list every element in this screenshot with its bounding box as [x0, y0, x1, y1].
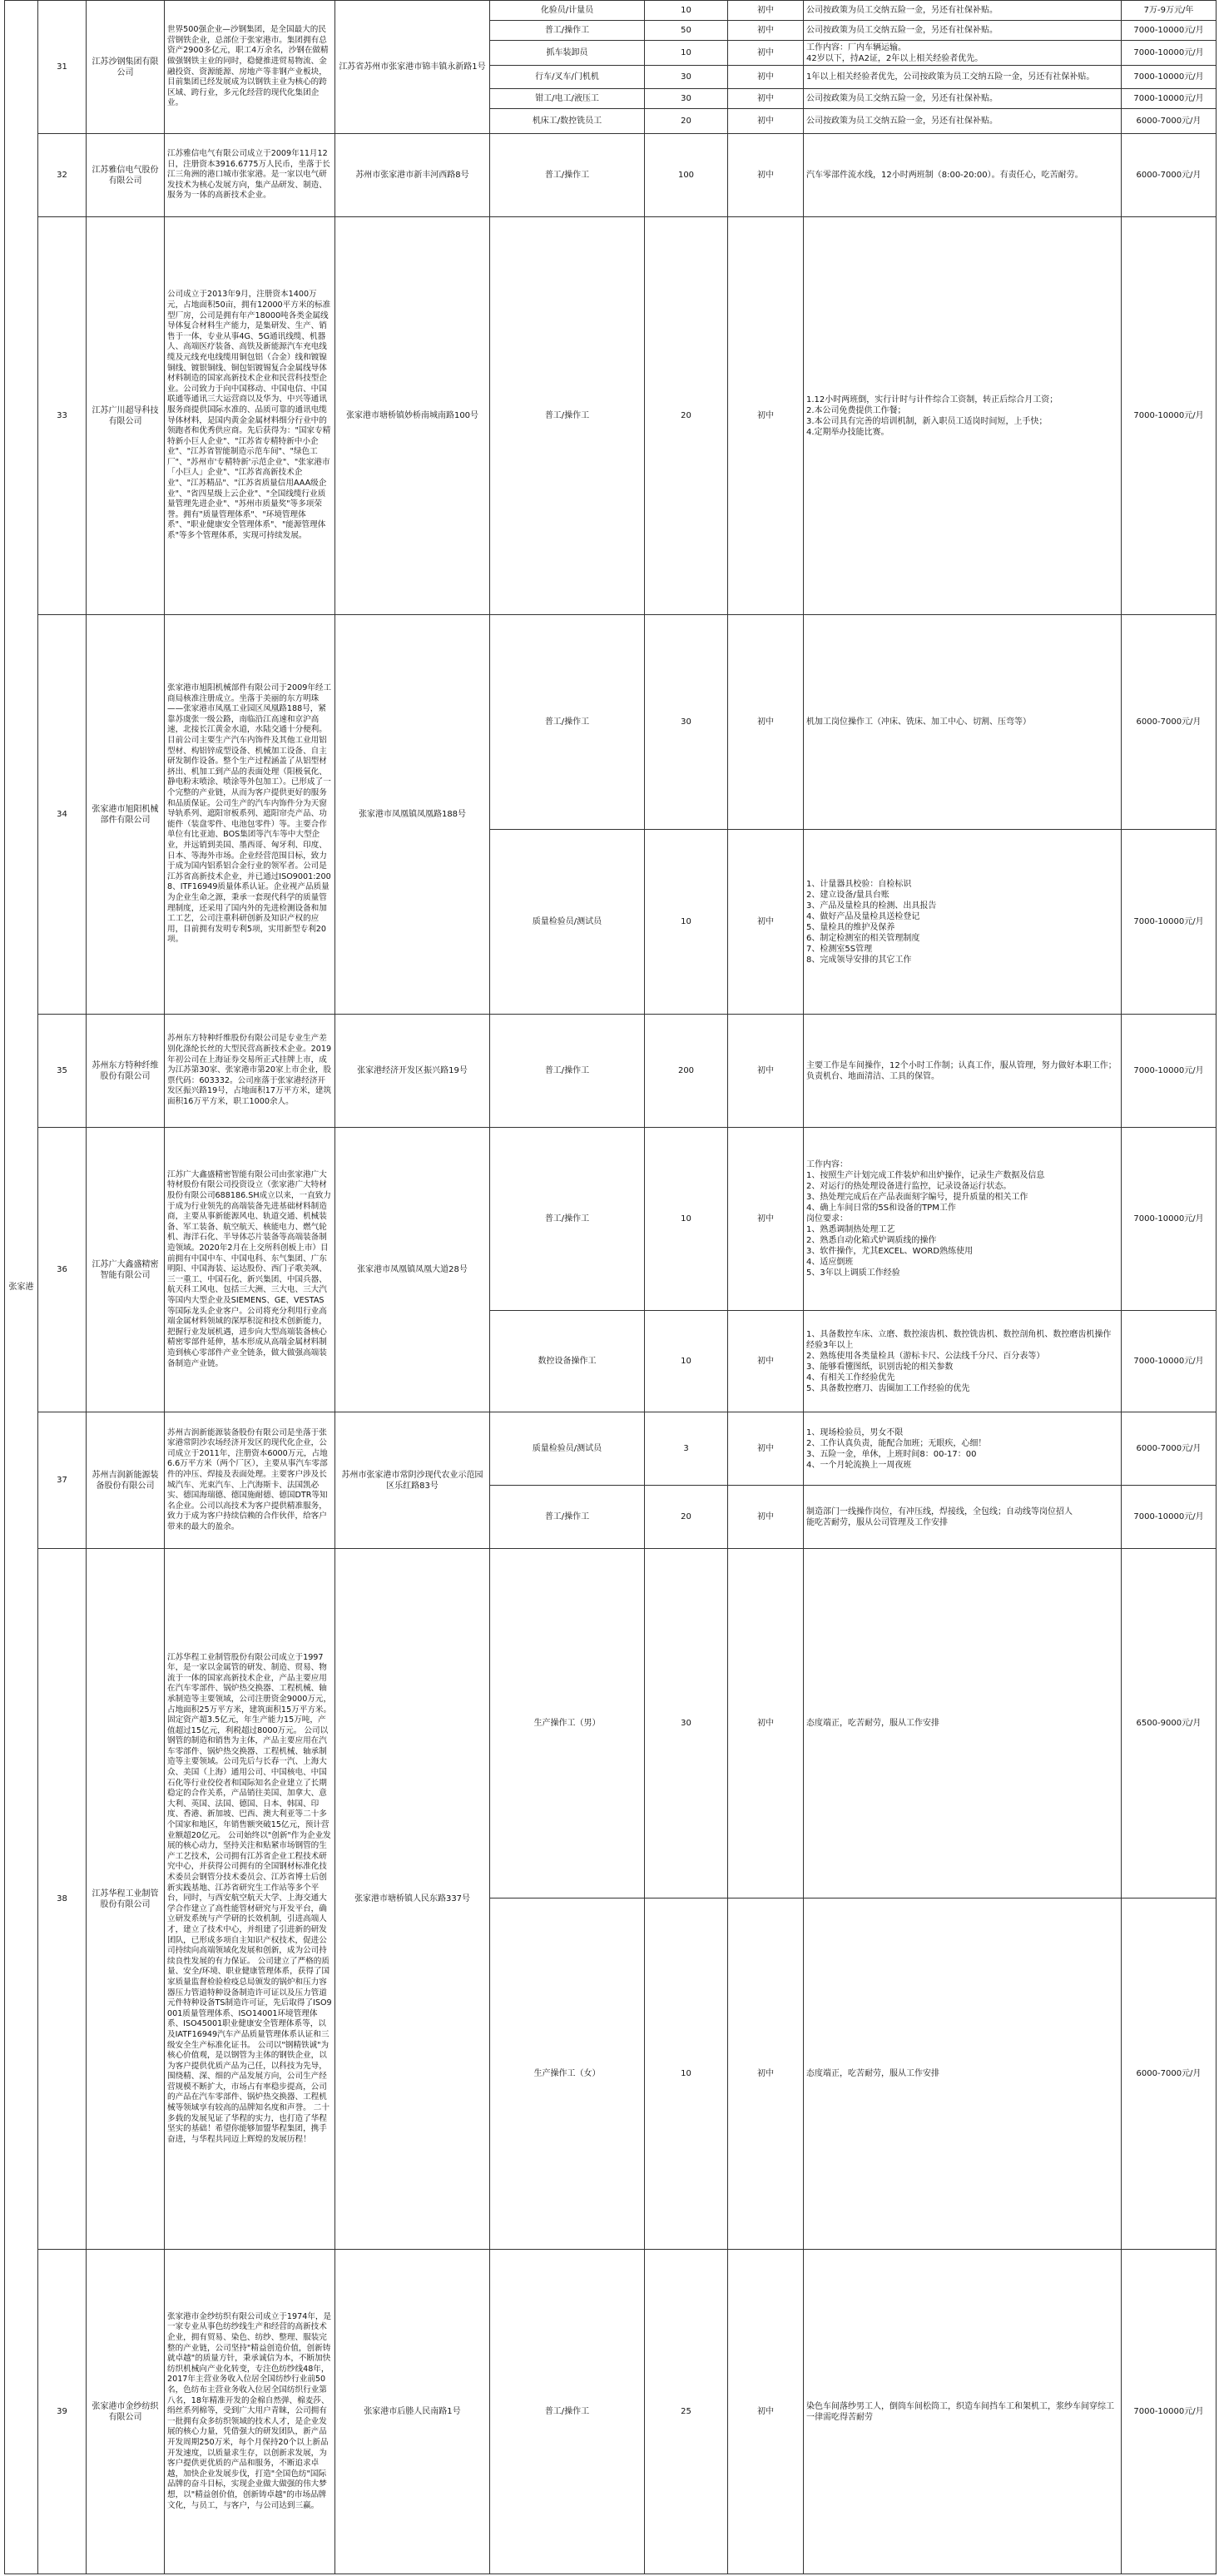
job-salary: 7000-10000元/月	[1122, 1311, 1217, 1412]
job-position: 普工/操作工	[490, 2250, 645, 2574]
job-position: 行车/叉车/门机机	[490, 66, 645, 89]
job-requirements: 1、具备数控车床、立磨、数控滚齿机、数控铣齿机、数控剖角机、数控磨齿机操作经验3年以上 2、熟练使用各类量检具（游标卡尺、公法线千分尺、百分表等） 3、能够看懂图纸，识别齿轮的相关参数 4、有相关工作经验优先 5、具备数控磨刀、齿圈加工工作经验的优先	[804, 1311, 1122, 1412]
region-cell: 张家港	[5, 1, 38, 2574]
job-education: 初中	[728, 89, 804, 109]
company-number: 31	[38, 1, 87, 134]
job-position: 普工/操作工	[490, 1486, 645, 1549]
job-education: 初中	[728, 1549, 804, 1898]
job-education: 初中	[728, 1486, 804, 1549]
job-education: 初中	[728, 2250, 804, 2574]
job-education: 初中	[728, 1412, 804, 1486]
company-intro: 世界500强企业—沙钢集团，是全国最大的民营钢铁企业，总部位于张家港市。集团拥有总资产2900多亿元，职工4万余名，沙钢在做精做强钢铁主业的同时，稳健推进贸易物流、金融投资、资源能源、房地产等非钢产业板块，目前集团已经发展成为以钢铁主业为核心的跨区域、跨行业，多元化经营的现代化集团企业。	[165, 1, 335, 134]
job-salary: 7000-10000元/月	[1122, 830, 1217, 1015]
job-salary: 6000-7000元/月	[1122, 134, 1217, 217]
job-count: 10	[645, 41, 728, 66]
table-row	[5, 1128, 1217, 1311]
company-name: 江苏雅信电气股份有限公司	[87, 134, 165, 217]
job-requirements: 公司按政策为员工交纳五险一金，另还有社保补贴。	[804, 89, 1122, 109]
company-intro: 张家港市旭阳机械部件有限公司于2009年经工商局核准注册成立。坐落于美丽的东方明珠——张家港市凤凰工业园区凤凰路188号，紧靠苏虞张一级公路，南临沿江高速和京沪高速，北接长江黄金水道，水陆交通十分便利。目前公司主要生产汽车内饰件及其他工业用铝型材、构铝锌成型设备、机械加工设备、自主研发制作设备。整个生产过程涵盖了从铝型材挤出、机加工到产品的表面处理（阳极氧化、静电粉末喷涂、喷涂等外包加工）。已形成了一个完整的产业链，从而为客户提供更好的服务和品质保证。公司生产的汽车内饰件分为天窗导轨系列、遮阳帘板系列、遮阳帘壳产品、功能件（装盘零件、电池包零件）等。主要合作单位有比亚迪、BOS集团等汽车等中大型企业，并远销到美国、墨西哥、匈牙利、印度、日本、等海外市场。企业经营范围目标，致力于成为国内铝系铝合金行业的领军者。公司是江苏省高新技术企业，并已通过ISO9001:2008、ITF16949质量体系认证。企业视产品质量为企业生命之源，秉承一套现代科学的质量管理制度，还采用了国内外的先进检测设备和加工工艺，公司注重科研创新及知识产权的应用，目前拥有发明专利5项，实用新型专利20项。	[165, 615, 335, 1015]
job-education: 初中	[728, 1128, 804, 1311]
company-intro: 江苏华程工业制管股份有限公司成立于1997年，是一家以金属管的研发、制造、贸易、物流于一体的国家高新技术企业，产品主要应用在汽车零部件、锅炉热交换器、工程机械、轴承制造等主要领域，公司注册资金9000万元，占地面积25万平方米，建筑面积15万平方米。固定资产超3.5亿元，年生产能力15万吨，产值超过15亿元，利税超过8000万元。 公司以钢管的制造和销售为主体，产品主要应用在汽车零部件、锅炉热交换器、工程机械、轴承制造等主要领域。公司先后与长春一汽、上海大众、美国（上海）通用公司、中国核电、中国石化等行业佼佼者和国际知名企业建立了长期稳定的合作关系，产品销往美国、加拿大、意大利、英国、法国、德国、日本、韩国、印度、香港、新加坡、巴西、澳大利亚等二十多个国家和地区，年销售额突破15亿元，预计营业额超20亿元。 公司始终以"创新"作为企业发展的核心动力，坚持关注和贴紧市场钢管的生产工艺技术，公司拥有江苏省企业工程技术研究中心，并获得公司拥有的全国钢材标准化技术委员会钢管分技术委员会、江苏省博士后创新实践基地、江苏省研究生工作站等多个平台，同时，与西安航空航天大学、上海交通大学合作建立了高性能管材研究与开发平台，确立研发系统与产学研的长效机制，引进高端人才，建立了技术中心，并组建了引进新的研发团队，已形成多项自主知识产权技术，促进公司持续向高端领域化发展和创新，成为公司持续良性发展的有力保证。 公司建立了严格的质量、安全/环境、职业健康管理体系，获得了国家质量监督检验检疫总局颁发的锅炉和压力容器压力管道特种设备制造许可证以及压力管道元件特种设备TS制造许可证，先后取得了ISO9001质量管理体系、ISO14001环境管理体系、ISO45001职业健康安全管理体系等，以及IATF16949汽车产品质量管理体系认证和三级安全生产标准化证书。 公司以"钢精铁诚"为核心价值观，是以钢管为主体的钢铁企业，以为客户提供优质产品为己任，以科技为先导，围绕精、深、细的产品发展方向，公司生产经营规模不断扩大，市场占有率稳步提高，公司的产品在汽车零部件、锅炉热交换器、工程机械等领域享有较高的品牌知名度和声誉。 二十多载的发展见证了华程的实力，也打造了华程坚实的基础！希望你能够加盟华程集团，携手奋进，与华程共同迈上辉煌的发展历程！	[165, 1549, 335, 2250]
company-intro: 苏州东方特种纤维股份有限公司是专业生产差别化涤纶长丝的大型民营高新技术企业。2019年初公司在上海证券交易所正式挂牌上市，成为江苏第30家、张家港市第20家上市企业，股票代码：603332。公司座落于张家港经济开发区振兴路19号，占地面积17万平方米，建筑面积16万平方米，职工1000余人。	[165, 1015, 335, 1128]
job-education: 初中	[728, 1, 804, 21]
company-address: 苏州市张家港市常阴沙现代农业示范园区乐红路83号	[335, 1412, 490, 1549]
job-position: 机床工/数控铣员工	[490, 109, 645, 134]
job-position: 普工/操作工	[490, 615, 645, 830]
table-row	[5, 1, 1217, 21]
job-requirements: 1、计量器具校验：自检标识 2、建立设备/量具台账 3、产品及量检具的检测、出具报告 4、做好产品及量检具送检登记 5、量检具的维护及保养 6、制定检测室的相关管理制度 7、检测室5S管理 8、完成领导安排的其它工作	[804, 830, 1122, 1015]
table-row	[5, 1015, 1217, 1128]
job-requirements: 1.12小时两班倒，实行计时与计件综合工资制，转正后综合月工资； 2.本公司免费提供工作餐； 3.本公司具有完善的培训机制，新入职员工适岗时间短，上手快； 4.定期举办技能比赛。	[804, 217, 1122, 615]
job-requirements: 工作内容：厂内车辆运输。 42岁以下，持A2证，2年以上相关经验者优先。	[804, 41, 1122, 66]
table-row	[5, 217, 1217, 615]
job-salary: 7000-10000元/月	[1122, 1015, 1217, 1128]
company-number: 38	[38, 1549, 87, 2250]
company-name: 苏州吉润新能源装备股份有限公司	[87, 1412, 165, 1549]
job-requirements: 1年以上相关经验者优先，公司按政策为员工交纳五险一金，另还有社保补贴。	[804, 66, 1122, 89]
company-name: 江苏广川超导科技有限公司	[87, 217, 165, 615]
job-count: 50	[645, 21, 728, 41]
job-position: 普工/操作工	[490, 1015, 645, 1128]
job-salary: 7000-10000元/月	[1122, 66, 1217, 89]
job-listing-sheet	[4, 0, 1216, 2576]
company-number: 37	[38, 1412, 87, 1549]
company-name: 张家港市旭阳机械部件有限公司	[87, 615, 165, 1015]
job-education: 初中	[728, 1015, 804, 1128]
job-requirements: 主要工作是车间操作，12个小时工作制；认真工作，服从管理，努力做好本职工作；负责机台、地面清洁、工具的保管。	[804, 1015, 1122, 1128]
company-intro: 江苏雅信电气有限公司成立于2009年11月12日，注册资本3916.6775万人民币，坐落于长江三角洲的港口城市张家港。是一家以电气研发技术为核心发展方向，集产品研发、制造、服务为一体的高新技术企业。	[165, 134, 335, 217]
job-salary: 6000-7000元/月	[1122, 109, 1217, 134]
company-number: 32	[38, 134, 87, 217]
company-address: 张家港市塘桥镇妙桥南城南路100号	[335, 217, 490, 615]
company-intro: 张家港市金纱纺织有限公司成立于1974年，是一家专业从事色纺纱线生产和经营的高新技术企业，拥有贸易、染色、纺纱、整理、服装完整的产业链，公司坚持"精益创造价值，创新铸就卓越"的质量方针，秉承诚信为本，不断加快纺织机械向产业化转变，专注色纺纱线48年，2017年主营业务收入位居全国纺纱行业前50名，色纺布主营业务收入位居全国纺织行业第八名，18年精准开发的金棉自然弹、棉麦莎、绢丝系列棉等，受到广大用户青睐，公司拥有一批拥有众多纺织领域的技术人才，是企业发展的核心力量，凭借强大的研发团队，新产品开发周期250万米，每个月保持20个以上新品开发速度，以质量求生存，以创新求发展，为客户提供更优质的产品和服务，不断追求卓越，加快企业发展步伐，打造"全国色纺"国际品牌的奋斗目标，实现企业做大做强的伟大梦想，以"精益创价值，创新铸卓越"的市场品牌文化，与员工，与客户，与公司达到三赢。	[165, 2250, 335, 2574]
company-address: 苏州市张家港市新丰河西路8号	[335, 134, 490, 217]
job-salary: 6000-7000元/月	[1122, 615, 1217, 830]
job-education: 初中	[728, 1898, 804, 2250]
job-count: 20	[645, 217, 728, 615]
job-count: 3	[645, 1412, 728, 1486]
job-salary: 7000-10000元/月	[1122, 2250, 1217, 2574]
company-name: 苏州东方特种纤维股份有限公司	[87, 1015, 165, 1128]
job-requirements: 1、现场检验员，男女不限 2、工作认真负责，能配合加班；无眼疾，心细！ 3、五险一金，单休，上班时间8：00-17：00 4、一个月轮流换上一周夜班	[804, 1412, 1122, 1486]
company-number: 35	[38, 1015, 87, 1128]
company-number: 33	[38, 217, 87, 615]
job-count: 10	[645, 1311, 728, 1412]
job-education: 初中	[728, 217, 804, 615]
job-count: 20	[645, 1486, 728, 1549]
job-count: 20	[645, 109, 728, 134]
company-address: 张家港市后塍人民南路1号	[335, 2250, 490, 2574]
table-row	[5, 1549, 1217, 1898]
job-salary: 7000-10000元/月	[1122, 1128, 1217, 1311]
job-position: 普工/操作工	[490, 217, 645, 615]
job-salary: 6000-7000元/月	[1122, 1898, 1217, 2250]
company-name: 江苏沙钢集团有限公司	[87, 1, 165, 134]
job-requirements: 公司按政策为员工交纳五险一金，另还有社保补贴。	[804, 21, 1122, 41]
job-count: 10	[645, 1128, 728, 1311]
job-count: 10	[645, 1, 728, 21]
job-salary: 6000-7000元/月	[1122, 1412, 1217, 1486]
job-requirements: 汽车零部件流水线，12小时两班制（8:00-20:00）。有责任心，吃苦耐劳。	[804, 134, 1122, 217]
job-education: 初中	[728, 830, 804, 1015]
job-position: 钳工/电工/液压工	[490, 89, 645, 109]
job-education: 初中	[728, 21, 804, 41]
job-position: 生产操作工（男）	[490, 1549, 645, 1898]
job-position: 普工/操作工	[490, 134, 645, 217]
job-count: 30	[645, 1549, 728, 1898]
job-salary: 7000-10000元/月	[1122, 21, 1217, 41]
job-education: 初中	[728, 66, 804, 89]
table-row	[5, 615, 1217, 830]
job-salary: 7万-9万元/年	[1122, 1, 1217, 21]
job-education: 初中	[728, 615, 804, 830]
job-position: 化验员/计量员	[490, 1, 645, 21]
job-position: 质量检验员/测试员	[490, 1412, 645, 1486]
table-row	[5, 2250, 1217, 2574]
job-count: 100	[645, 134, 728, 217]
job-salary: 6500-9000元/月	[1122, 1549, 1217, 1898]
job-salary: 7000-10000元/月	[1122, 41, 1217, 66]
company-address: 江苏省苏州市张家港市锦丰镇永新路1号	[335, 1, 490, 134]
job-position: 质量检验员/测试员	[490, 830, 645, 1015]
job-count: 30	[645, 66, 728, 89]
company-intro: 江苏广大鑫盛精密智能有限公司由张家港广大特材股份有限公司投资设立（张家港广大特材股份有限公司688186.SH成立以来，一直致力于成为行业领先的高端装备先进基础材料制造商，主要从事新能源风电、轨道交通、机械装备、军工装备、航空航天、核能电力、燃气轮机、海洋石化、半导体芯片装备等高端装备制造领域。2020年2月在上交所科创板上市）目前拥有中国中车、中国电科、东气集团、广东明阳、中国海装、运达股份、西门子歌美飒、三一重工、中国石化、新兴集团、中国兵器、航天科工风电、包括三大洲、三大电、三大汽等国内大型企业及SIEMENS、GE、VESTAS等国际龙头企业客户。公司将充分利用行业高端金属材料领域的深厚积淀和技术创新能力，把握行业发展机遇，进步向大型高端装备核心精密零部件延伸，基本形成从高端金属材料制造到核心零部件产业全链条，做大做强高端装备制造产业链。	[165, 1128, 335, 1412]
company-name: 江苏广大鑫盛精密智能有限公司	[87, 1128, 165, 1412]
job-requirements: 公司按政策为员工交纳五险一金，另还有社保补贴。	[804, 1, 1122, 21]
company-address: 张家港市凤凰镇凤凰大道28号	[335, 1128, 490, 1412]
job-education: 初中	[728, 41, 804, 66]
company-intro: 公司成立于2013年9月，注册资本1400万元，占地面积50亩，拥有12000平方米的标准型厂房，公司是拥有年产18000吨各类金属线导体复合材料生产能力，是集研发、生产、销售于一体，专业从事4G、5G通讯线缆、机器人、高端医疗装备、高铁及新能源汽车充电线缆及元线充电线缆用铜包铝（合金）线和镀镍铜线、镀银铜线、铜包铝镀锡复合金属线导体材料制造的国家高新技术企业和民营科技型企业。公司致力于向中国移动、中国电信、中国联通等通讯三大运营商以及华为、中兴等通讯服务商提供国际水准的、品质可靠的通讯电缆导体材料，是国内黄金金属材料细分行业中的领跑者和优秀供应商。先后获得为："国家专精特新小巨人企业"、"江苏省专精特新中小企业"、"江苏省智能制造示范车间"、"绿色工厂"、"苏州市'专精特新'示范企业"、"张家港市「小巨人」企业"、"江苏省高新技术企业"、"江苏精品"、"江苏省质量信用AAA级企业"、"省四星级上云企业"、"全国线缆行业质量管理先进企业"、"苏州市质量奖"等多项荣誉。拥有"质量管理体系"、"环境管理体系"、"职业健康安全管理体系"、"能源管理体系"等多个管理体系，实现可持续发展。	[165, 217, 335, 615]
job-table	[4, 0, 1217, 2574]
job-position: 普工/操作工	[490, 21, 645, 41]
table-row	[5, 134, 1217, 217]
company-number: 36	[38, 1128, 87, 1412]
table-row	[5, 1412, 1217, 1486]
company-name: 江苏华程工业制管股份有限公司	[87, 1549, 165, 2250]
company-address: 张家港市凤凰镇凤凰路188号	[335, 615, 490, 1015]
job-education: 初中	[728, 1311, 804, 1412]
job-count: 200	[645, 1015, 728, 1128]
job-requirements: 机加工岗位操作工（冲床、铣床、加工中心、切割、压弯等）	[804, 615, 1122, 830]
job-position: 抓车装卸员	[490, 41, 645, 66]
job-count: 10	[645, 830, 728, 1015]
job-salary: 7000-10000元/月	[1122, 89, 1217, 109]
job-position: 数控设备操作工	[490, 1311, 645, 1412]
job-requirements: 制造部门一线操作岗位，有冲压线，焊接线，全包线；自动线等岗位招人 能吃苦耐劳，服从公司管理及工作安排	[804, 1486, 1122, 1549]
job-education: 初中	[728, 134, 804, 217]
job-position: 普工/操作工	[490, 1128, 645, 1311]
job-count: 25	[645, 2250, 728, 2574]
job-requirements: 态度端正，吃苦耐劳，服从工作安排	[804, 1549, 1122, 1898]
job-position: 生产操作工（女）	[490, 1898, 645, 2250]
job-requirements: 染色车间落纱男工人，倒筒车间松筒工，织造车间挡车工和架机工，浆纱车间穿综工 一律需吃得苦耐劳	[804, 2250, 1122, 2574]
company-number: 34	[38, 615, 87, 1015]
company-number: 39	[38, 2250, 87, 2574]
job-count: 30	[645, 89, 728, 109]
job-education: 初中	[728, 109, 804, 134]
job-salary: 7000-10000元/月	[1122, 1486, 1217, 1549]
job-requirements: 公司按政策为员工交纳五险一金，另还有社保补贴。	[804, 109, 1122, 134]
job-salary: 7000-10000元/月	[1122, 217, 1217, 615]
job-requirements: 态度端正，吃苦耐劳，服从工作安排	[804, 1898, 1122, 2250]
job-requirements: 工作内容： 1、按照生产计划完成工件装炉和出炉操作，记录生产数据及信息 2、对运行的热处理设备进行监控，记录设备运行状态。 3、热处理完成后在产品表面刻字编号，提升质量的相关工作 4、确上车间日常的5S和设备的TPM工作 岗位要求： 1、熟悉调制热处理工艺 2、熟悉自动化箱式炉调质线的操作 3、软件操作，尤其EXCEL、WORD熟练使用 4、适应倒班 5、3年以上调质工作经验	[804, 1128, 1122, 1311]
company-address: 张家港市塘桥镇人民东路337号	[335, 1549, 490, 2250]
company-intro: 苏州吉润新能源装备股份有限公司是坐落于张家港常阴沙农场经济开发区的现代化企业，公司成立于2011年，注册资本6000万元，占地6.6万平方米（两个厂区），主要从事汽车零部件的冲压、焊接及表面处理。主要客户涉及长城汽车、光束汽车、上汽海斯卡、法国凯必实、德国海瑞德、德国施耐德、德国DTR等知名企业。公司以高技术为客户提供精准服务，致力于成为客户持续信赖的合作伙伴，给客户带来的最大的盈余。	[165, 1412, 335, 1549]
job-count: 10	[645, 1898, 728, 2250]
job-count: 30	[645, 615, 728, 830]
company-address: 张家港经济开发区振兴路19号	[335, 1015, 490, 1128]
company-name: 张家港市金纱纺织有限公司	[87, 2250, 165, 2574]
